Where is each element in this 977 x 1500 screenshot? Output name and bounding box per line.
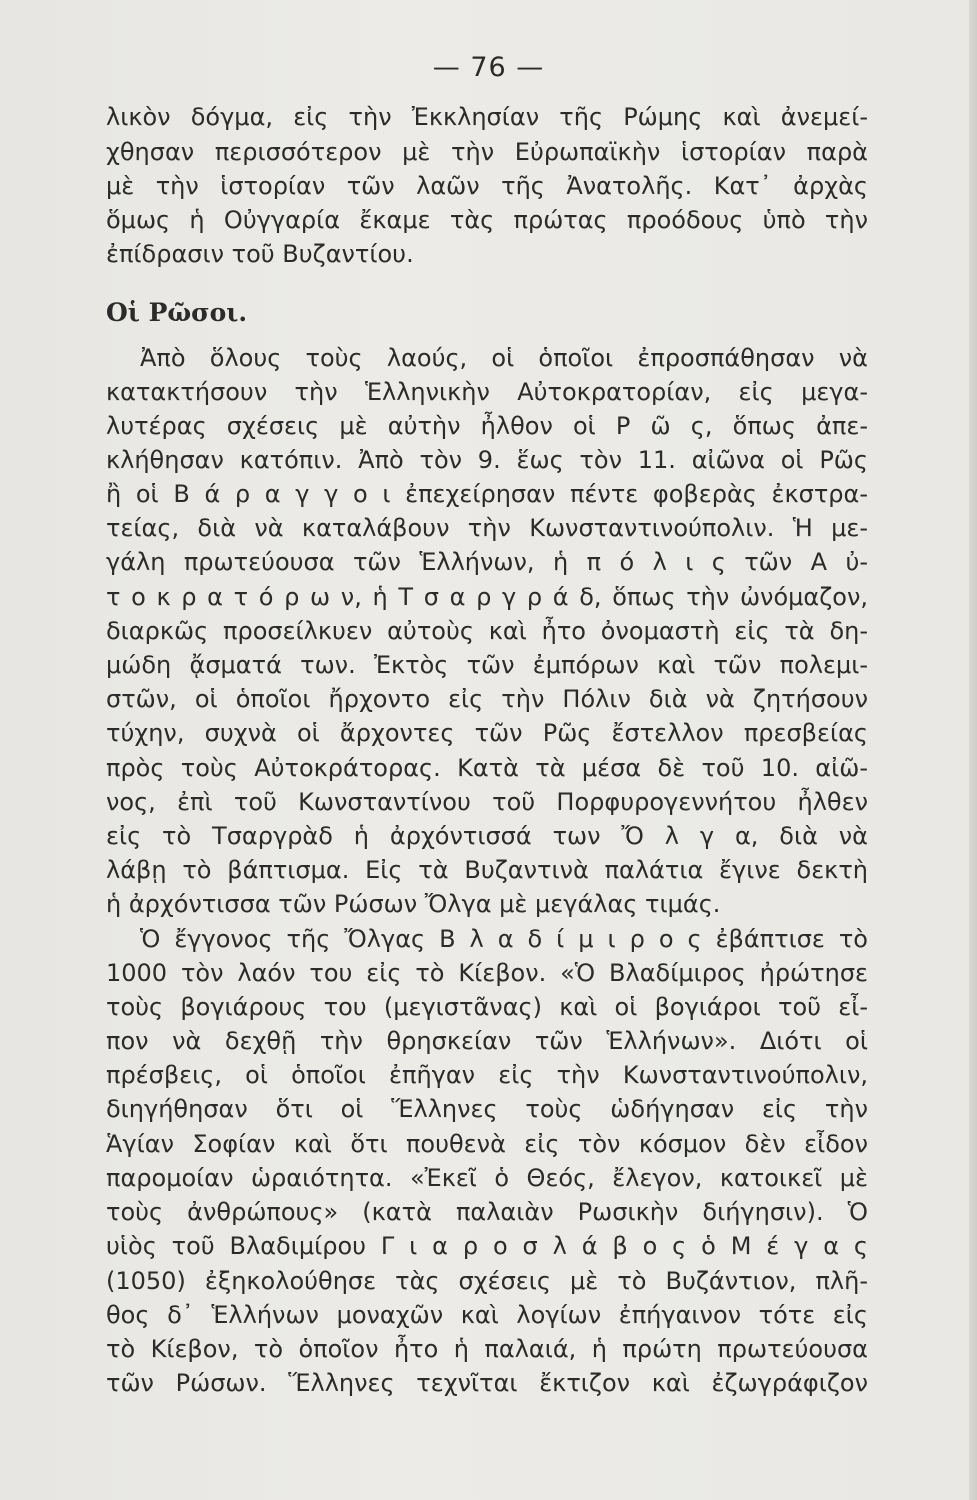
text-line: πρέσβεις, οἱ ὁποῖοι ἐπῆγαν εἰς τὴν Κωνσταντινούπολιν, [106,1061,868,1089]
text-line: τ ο κ ρ α τ ό ρ ω ν, ἡ Τ σ α ρ γ ρ ά δ, ὅπως τὴν ὠνόμαζον, [106,583,868,611]
text-line: παρομοίαν ὡραιότητα. «Ἐκεῖ ὁ Θεός, ἔλεγον, κατοικεῖ μὲ [106,1164,868,1192]
text-line: τὸ Κίεβον, τὸ ὁποῖον ἦτο ἡ παλαιά, ἡ πρώτη πρωτεύουσα [106,1335,868,1363]
text-line: διαρκῶς προσείλκυεν αὐτοὺς καὶ ἦτο ὀνομαστὴ εἰς τὰ δη- [106,617,868,645]
text-line: πον νὰ δεχθῇ τὴν θρησκείαν τῶν Ἑλλήνων». Διότι οἱ [106,1027,868,1055]
text-line: υἱὸς τοῦ Βλαδιμίρου Γ ι α ρ ο σ λ ά β ο ς ὁ Μ έ γ α ς [106,1232,868,1260]
text-line: λυτέρας σχέσεις μὲ αὐτὴν ἦλθον οἱ Ρ ῶ ς, ὅπως ἀπε- [106,412,868,440]
text-line: νος, ἐπὶ τοῦ Κωνσταντίνου τοῦ Πορφυρογεννήτου ἦλθεν [106,788,868,816]
text-line: διηγήθησαν ὅτι οἱ Ἕλληνες τοὺς ὡδήγησαν εἰς τὴν [106,1095,868,1123]
text-line: πρὸς τοὺς Αὐτοκράτορας. Κατὰ τὰ μέσα δὲ τοῦ 10. αἰῶ- [106,754,868,782]
text-line: μώδη ᾄσματά των. Ἐκτὸς τῶν ἐμπόρων καὶ τῶν πολεμι- [106,651,868,679]
section-heading: Οἱ Ρῶσοι. [106,298,248,327]
text-line: Ἀπὸ ὅλους τοὺς λαούς, οἱ ὁποῖοι ἐπροσπάθησαν νὰ [140,344,868,372]
text-line: τείας, διὰ νὰ καταλάβουν τὴν Κωνσταντινούπολιν. Ἡ με- [106,514,868,542]
text-line: γάλη πρωτεύουσα τῶν Ἑλλήνων, ἡ π ό λ ι ς τῶν Α ὐ- [106,548,868,576]
text-line: τοὺς βογιάρους του (μεγιστᾶνας) καὶ οἱ βογιάροι τοῦ εἶ- [106,993,868,1021]
text-line: Ἁγίαν Σοφίαν καὶ ὅτι πουθενὰ εἰς τὸν κόσμον δὲν εἶδον [106,1130,868,1158]
text-line: τοὺς ἀνθρώπους» (κατὰ παλαιὰν Ρωσικὴν διήγησιν). Ὁ [106,1198,868,1226]
text-line: μὲ τὴν ἱστορίαν τῶν λαῶν τῆς Ἀνατολῆς. Κατ᾽ ἀρχὰς [106,172,868,200]
text-line: θος δ᾽ Ἑλλήνων μοναχῶν καὶ λογίων ἐπήγαινον τότε εἰς [106,1301,868,1329]
text-line: 1000 τὸν λαόν του εἰς τὸ Κίεβον. «Ὁ Βλαδίμιρος ἠρώτησε [106,959,868,987]
page-edge-shadow [969,0,977,1500]
text-line: τῶν Ρώσων. Ἕλληνες τεχνῖται ἔκτιζον καὶ ἐζωγράφιζον [106,1369,868,1397]
text-line: ὅμως ἡ Οὐγγαρία ἔκαμε τὰς πρώτας προόδους ὑπὸ τὴν [106,206,868,234]
page-number: — 76 — [432,52,545,83]
text-line: ἢ οἱ Β ά ρ α γ γ ο ι ἐπεχείρησαν πέντε φοβερὰς ἐκστρα- [106,480,868,508]
text-line: κατακτήσουν τὴν Ἑλληνικὴν Αὐτοκρατορίαν, εἰς μεγα- [106,378,868,406]
text-line: λικὸν δόγμα, εἰς τὴν Ἐκκλησίαν τῆς Ρώμης καὶ ἀνεμεί- [106,103,868,131]
text-line: ἐπίδρασιν τοῦ Βυζαντίου. [106,240,414,268]
text-line: χθησαν περισσότερον μὲ τὴν Εὐρωπαϊκὴν ἱστορίαν παρὰ [106,138,868,166]
text-line: εἰς τὸ Τσαργρὰδ ἡ ἀρχόντισσά των Ὄ λ γ α, διὰ νὰ [106,822,868,850]
text-line: λάβῃ τὸ βάπτισμα. Εἰς τὰ Βυζαντινὰ παλάτια ἔγινε δεκτὴ [106,856,868,884]
text-line: ἡ ἀρχόντισσα τῶν Ρώσων Ὄλγα μὲ μεγάλας τιμάς. [106,890,721,918]
text-line: τύχην, συχνὰ οἱ ἄρχοντες τῶν Ρῶς ἔστελλον πρεσβείας [106,719,868,747]
text-line: στῶν, οἱ ὁποῖοι ἤρχοντο εἰς τὴν Πόλιν διὰ νὰ ζητήσουν [106,685,868,713]
text-line: Ὁ ἔγγονος τῆς Ὄλγας Β λ α δ ί μ ι ρ ο ς ἐβάπτισε τὸ [140,925,868,953]
text-line: κλήθησαν κατόπιν. Ἀπὸ τὸν 9. ἕως τὸν 11. αἰῶνα οἱ Ρῶς [106,446,868,474]
text-line: (1050) ἐξηκολούθησε τὰς σχέσεις μὲ τὸ Βυζάντιον, πλῆ- [106,1267,868,1295]
